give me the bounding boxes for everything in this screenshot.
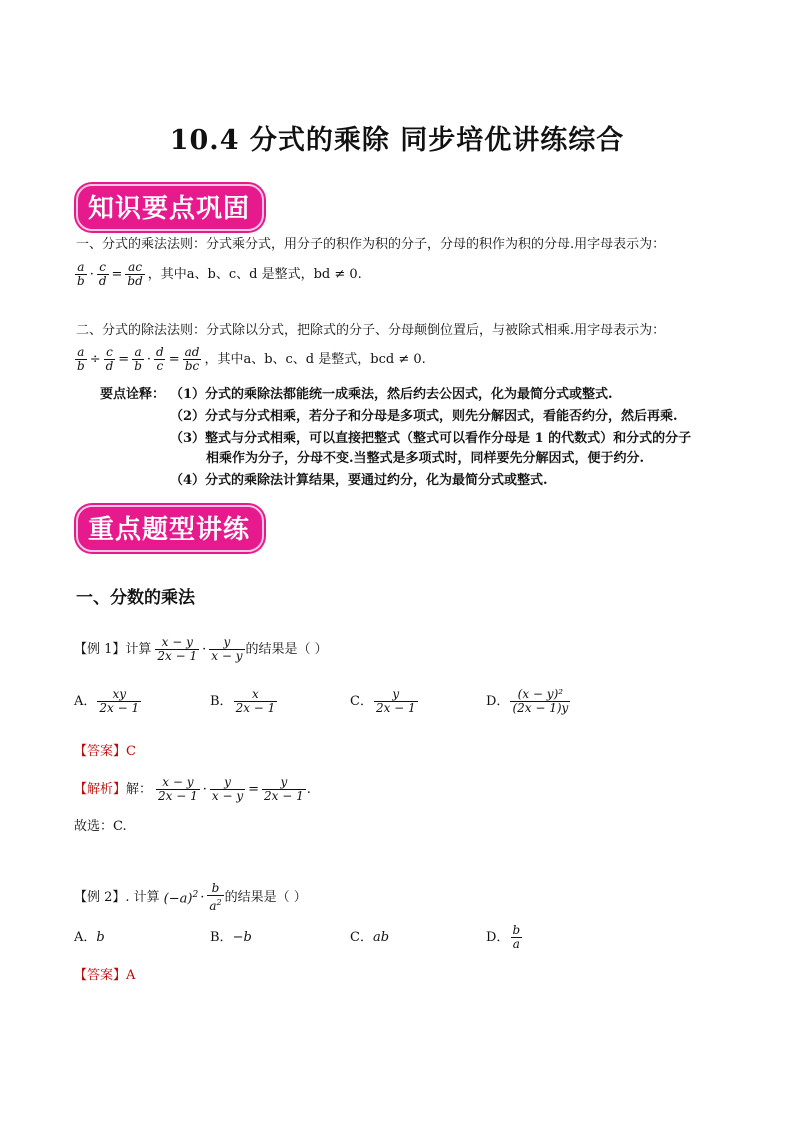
fraction: $\frac{x - y}{2x - 1}$ <box>157 635 198 663</box>
banner-label: 重点题型讲练 <box>76 505 264 552</box>
choice-b: B． $\frac{x}{2x - 1}$ <box>210 687 276 715</box>
fraction: $\frac{y}{x - y}$ <box>211 775 244 803</box>
rule-multiplication-formula: $\frac{a}{b}$ · $\frac{c}{d}$ = $\frac{ac}{bd}$ ，其中a、b、c、d 是整式，bd ≠ 0. <box>77 260 362 288</box>
rule-division-formula: $\frac{a}{b}$ ÷ $\frac{c}{d}$ = $\frac{a}{b}$ · $\frac{d}{c}$ = $\frac{ad}{bc}$ ，其中a、b、c、d 是整式，bcd ≠ 0. <box>77 345 426 373</box>
section-banner-knowledge <box>76 184 264 231</box>
fraction: $\frac{y}{2x - 1}$ <box>264 775 304 803</box>
section-banner-practice <box>76 505 264 552</box>
fraction: $\frac{d}{c}$ <box>156 345 164 373</box>
note-item-4: （4）分式的乘除法计算结果，要通过约分，化为最简分式或整式. <box>170 473 548 488</box>
rule-text: 二、分式的除法法则：分式除以分式，把除式的分子、分母颠倒位置后，与被除式相乘.用字母表示为： <box>76 323 666 338</box>
choice-a: A． $\frac{xy}{2x - 1}$ <box>74 687 140 715</box>
rule-text: 一、分式的乘法法则：分式乘分式，用分子的积作为积的分子，分母的积作为积的分母.用字母表示为： <box>76 237 666 252</box>
example-1-analysis: 【解析】 解： $\frac{x - y}{2x - 1}$ · $\frac{y}{x - y}$ = $\frac{y}{2x - 1}$ . <box>74 775 311 803</box>
answer-value: A <box>126 968 136 983</box>
notes-label: 要点诠释： <box>100 387 166 402</box>
question-suffix: 的结果是（ ） <box>224 889 307 905</box>
fraction: $\frac{b}{a}$ <box>512 923 521 951</box>
fraction: $\frac{y}{x - y}$ <box>211 635 243 663</box>
note-item-2: （2）分式与分式相乘，若分子和分母是多项式，则先分解因式，看能否约分，然后再乘. <box>170 409 678 424</box>
fraction: $\frac{ad}{bc}$ <box>184 345 200 373</box>
answer-label: 【答案】 <box>74 744 127 759</box>
rule-condition: ，其中a、b、c、d 是整式，bd ≠ 0. <box>147 266 362 282</box>
fraction: $\frac{a}{b}$ <box>77 345 85 373</box>
note-item-3-cont: 相乘作为分子，分母不变.当整式是多项式时，同样要先分解因式，便于约分. <box>206 451 645 466</box>
answer-value: C <box>126 744 136 759</box>
note-item-3: （3）整式与分式相乘，可以直接把整式（整式可以看作分母是 1 的代数式）和分式的分子 <box>170 431 692 446</box>
choice-c: C． ab <box>350 929 390 945</box>
note-item-1: （1）分式的乘除法都能统一成乘法，然后约去公因式，化为最简分式或整式. <box>170 387 613 402</box>
example-label: 【例 1】计算 <box>74 641 152 657</box>
banner-label: 知识要点巩固 <box>76 184 264 231</box>
example-1-answer <box>74 743 136 761</box>
example-1-question: 【例 1】计算 $\frac{x - y}{2x - 1}$ · $\frac{y}{x - y}$ 的结果是（ ） <box>74 635 328 663</box>
fraction: $\frac{y}{2x - 1}$ <box>375 687 416 715</box>
rule-multiplication <box>76 236 736 254</box>
fraction: $\frac{a}{b}$ <box>77 260 85 288</box>
analysis-prefix: 解： <box>126 781 153 797</box>
example-1-conclusion: 故选：C. <box>74 819 127 834</box>
fraction: $\frac{b}{a^2}$ <box>209 881 222 913</box>
page-title: 10.4 分式的乘除 同步培优讲练综合 <box>169 125 625 156</box>
section-heading: 一、分数的乘法 <box>76 588 195 608</box>
example-2-answer <box>74 967 135 985</box>
example-2-choices <box>74 924 734 951</box>
choice-c: C． $\frac{y}{2x - 1}$ <box>350 687 416 715</box>
choice-a: A． b <box>74 929 105 945</box>
rule-division <box>76 322 736 340</box>
choice-d: D． $\frac{\text{(x − y)²}}{(2x - 1)y}$ <box>486 687 569 715</box>
rule-condition: ，其中a、b、c、d 是整式，bcd ≠ 0. <box>204 351 426 367</box>
fraction: $\frac{c}{d}$ <box>98 260 107 288</box>
example-label: 【例 2】. 计算 <box>74 889 160 905</box>
answer-label: 【答案】 <box>74 968 127 983</box>
choice-b: B． −b <box>210 929 252 945</box>
fraction: $\frac{c}{d}$ <box>105 345 114 373</box>
fraction: $\frac{a}{b}$ <box>134 345 142 373</box>
question-suffix: 的结果是（ ） <box>245 641 328 657</box>
example-1-choices <box>74 688 734 715</box>
example-2-question: 【例 2】. 计算 $(-a)^2$ · $\frac{b}{a^2}$ 的结果是（ ） <box>74 881 307 913</box>
fraction: $\frac{x}{2x - 1}$ <box>235 687 276 715</box>
fraction: $\frac{x - y}{2x - 1}$ <box>158 775 198 803</box>
analysis-label: 【解析】 <box>74 781 127 797</box>
fraction: $\frac{ac}{bd}$ <box>127 260 143 288</box>
fraction: $\frac{\text{(x − y)²}}{(2x - 1)y}$ <box>512 687 569 715</box>
fraction: $\frac{xy}{2x - 1}$ <box>99 687 140 715</box>
choice-d: D． $\frac{b}{a}$ <box>486 923 521 951</box>
